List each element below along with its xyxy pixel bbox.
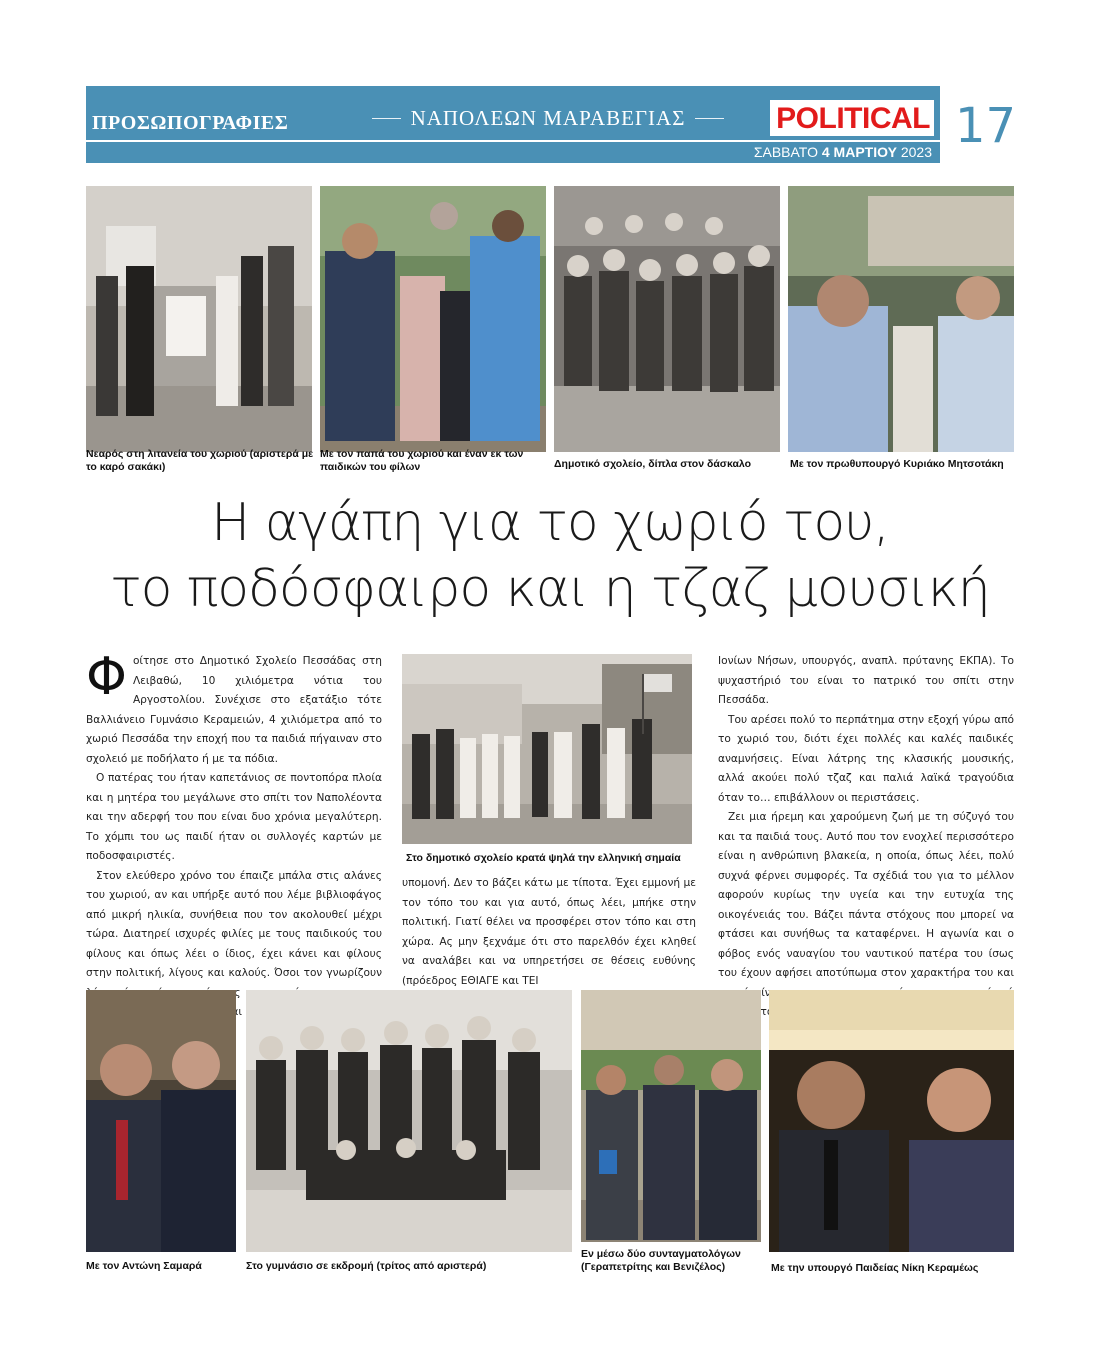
article-column-1	[86, 647, 382, 1023]
headline-line-2: το ποδόσφαιρο και η τζαζ μουσική	[110, 559, 990, 619]
caption-procession: Νεαρός στη λιτανεία του χωριού (αριστερά με το καρό σακάκι)	[86, 448, 314, 473]
divider	[695, 118, 724, 119]
caption-kerameus: Με την υπουργό Παιδείας Νίκη Κεραμέως	[771, 1262, 979, 1274]
dropcap: Φ	[86, 647, 127, 707]
date-day-month: 4 ΜΑΡΤΙΟΥ	[821, 144, 897, 160]
date-bar	[86, 142, 940, 163]
photo-samaras	[86, 990, 236, 1252]
issue-date	[754, 144, 932, 160]
photo-kerameus	[769, 990, 1014, 1252]
caption-prime-minister: Με τον πρωθυπουργό Κυριάκο Μητσοτάκη	[790, 458, 1004, 470]
paragraph: Στον ελεύθερο χρόνο του έπαιζε μπάλα στις αλάνες του χωριού, αν και υπήρξε αυτό που λέμε βιβλιοφάγος από μικρή ηλικία, συνήθεια που τον ακολουθεί μέχρι τώρα. Διατηρεί ισχυρές φιλίες με τους παιδικούς του φίλους και όπως λέει ο ίδιος, έχει κάνει και φίλους στην πολιτική, λίγους και καλούς. Όσοι τον γνωρίζουν	[86, 869, 382, 979]
paragraph: Ιονίων Νήσων, υπουργός, αναπλ. πρύτανης ΕΚΠΑ). Το ψυχαστήριό του είναι το πατρικό του σπίτι στην Πεσσάδα.	[718, 655, 1014, 706]
photo-constitutionalists	[581, 990, 761, 1242]
photo-primary-school	[554, 186, 780, 452]
photo-prime-minister	[788, 186, 1014, 452]
photo-procession	[86, 186, 312, 452]
author-line	[372, 106, 724, 131]
paragraph: υπομονή. Δεν το βάζει κάτω με τίποτα. Έχει εμμονή με τον τόπο του και για αυτό, όπως λέει, μπήκε στην πολιτική. Γιατί θέλει να προσφέρει στον τόπο και στη χώρα. Ας μην ξεχνάμε ότι στο παρελθόν έχει κληθεί να αναλάβει και να υπηρετήσει σε θέσεις ευθύνης (πρόεδρος ΕΘΙΑΓΕ και ΤΕΙ	[402, 877, 696, 987]
caption-samaras: Με τον Αντώνη Σαμαρά	[86, 1260, 202, 1272]
article-column-3	[718, 652, 1014, 1023]
paragraph: οίτησε στο Δημοτικό Σχολείο Πεσσάδας στη Λειβαθώ, 10 χιλιόμετρα νότια του Αργοστολίου. Συνέχισε στο εξατάξιο τότε Βαλλιάνειο Γυμνάσιο Κεραμειών, 4 χιλιόμετρα από το χωριό Πεσσάδα την εποχή που τα παιδιά πήγαιναν στο σχολειό με ποδήλατο ή με τα πόδια.	[86, 655, 382, 765]
section-label: ΠΡΟΣΩΠΟΓΡΑΦΙΕΣ	[92, 112, 289, 134]
page-header	[86, 86, 940, 163]
divider	[372, 118, 401, 119]
caption-constitutionalists: Εν μέσω δύο συνταγματολόγων (Γεραπετρίτης και Βενιζέλος)	[581, 1248, 741, 1273]
brand-logo: POLITICAL	[776, 102, 930, 135]
author-name: ΝΑΠΟΛΕΩΝ ΜΑΡΑΒΕΓΙΑΣ	[410, 106, 686, 130]
headline	[60, 490, 1040, 622]
caption-priest: Με τον παπά του χωριού και έναν εκ των παιδικών του φίλων	[320, 448, 524, 473]
article-column-2	[402, 874, 696, 991]
date-weekday: ΣΑΒΒΑΤΟ	[753, 144, 818, 160]
headline-line-1: Η αγάπη για το χωριό του,	[211, 493, 889, 553]
caption-primary-school: Δημοτικό σχολείο, δίπλα στον δάσκαλο	[554, 458, 752, 470]
paragraph: Ζει μια ήρεμη και χαρούμενη ζωή με τη σύζυγό του και τα παιδιά τους. Αυτό που τον ενοχλεί περισσότερο είναι η ανθρώπινη βλακεία, η οποία, όπως λέει, πολύ συχνά φέρνει συμφορές. Τα σχέδιά του για το μέλλον αφορούν κυρίως την υγεία και την ευτυχία της οικογένειάς του. Βάζει πάντα στόχους που μπορεί να φτάσει και συνήθως τα καταφέρνει. Η αγωνία και ο φόβος ενός ναυαγίου του ναυτικού πατέρα του ίσως του έχουν αφήσει αποτύπωμα στον χαρακτήρα του και	[718, 811, 1014, 979]
paragraph: Του αρέσει πολύ το περπάτημα στην εξοχή γύρω από το χωριό του, διότι έχει πολλές και καλές παιδικές αναμνήσεις. Είναι λάτρης της κλασικής μουσικής, αλλά ακούει πολύ τζαζ και παλιά λαϊκά τραγούδια όταν το… επιβάλλουν οι περιστάσεις.	[718, 713, 1014, 804]
photo-priest	[320, 186, 546, 452]
header-bar	[86, 86, 940, 140]
caption-school-flag: Στο δημοτικό σχολείο κρατά ψηλά την ελληνική σημαία	[406, 852, 681, 864]
photo-gymnasium-trip	[246, 990, 572, 1252]
caption-gymnasium-trip: Στο γυμνάσιο σε εκδρομή (τρίτος από αριστερά)	[246, 1260, 487, 1272]
photo-school-flag	[402, 654, 692, 844]
page-number: 17	[955, 98, 1017, 154]
paragraph: Ο πατέρας του ήταν καπετάνιος σε ποντοπόρα πλοία και η μητέρα του μεγάλωνε στο σπίτι τον Ναπολέοντα και την αδερφή του που είναι δυο χρόνια μεγαλύτερη. Το χόμπι του ως παιδί ήταν οι συλλογές καρτών με ποδοσφαιριστές.	[86, 772, 382, 862]
date-year: 2023	[900, 144, 932, 160]
